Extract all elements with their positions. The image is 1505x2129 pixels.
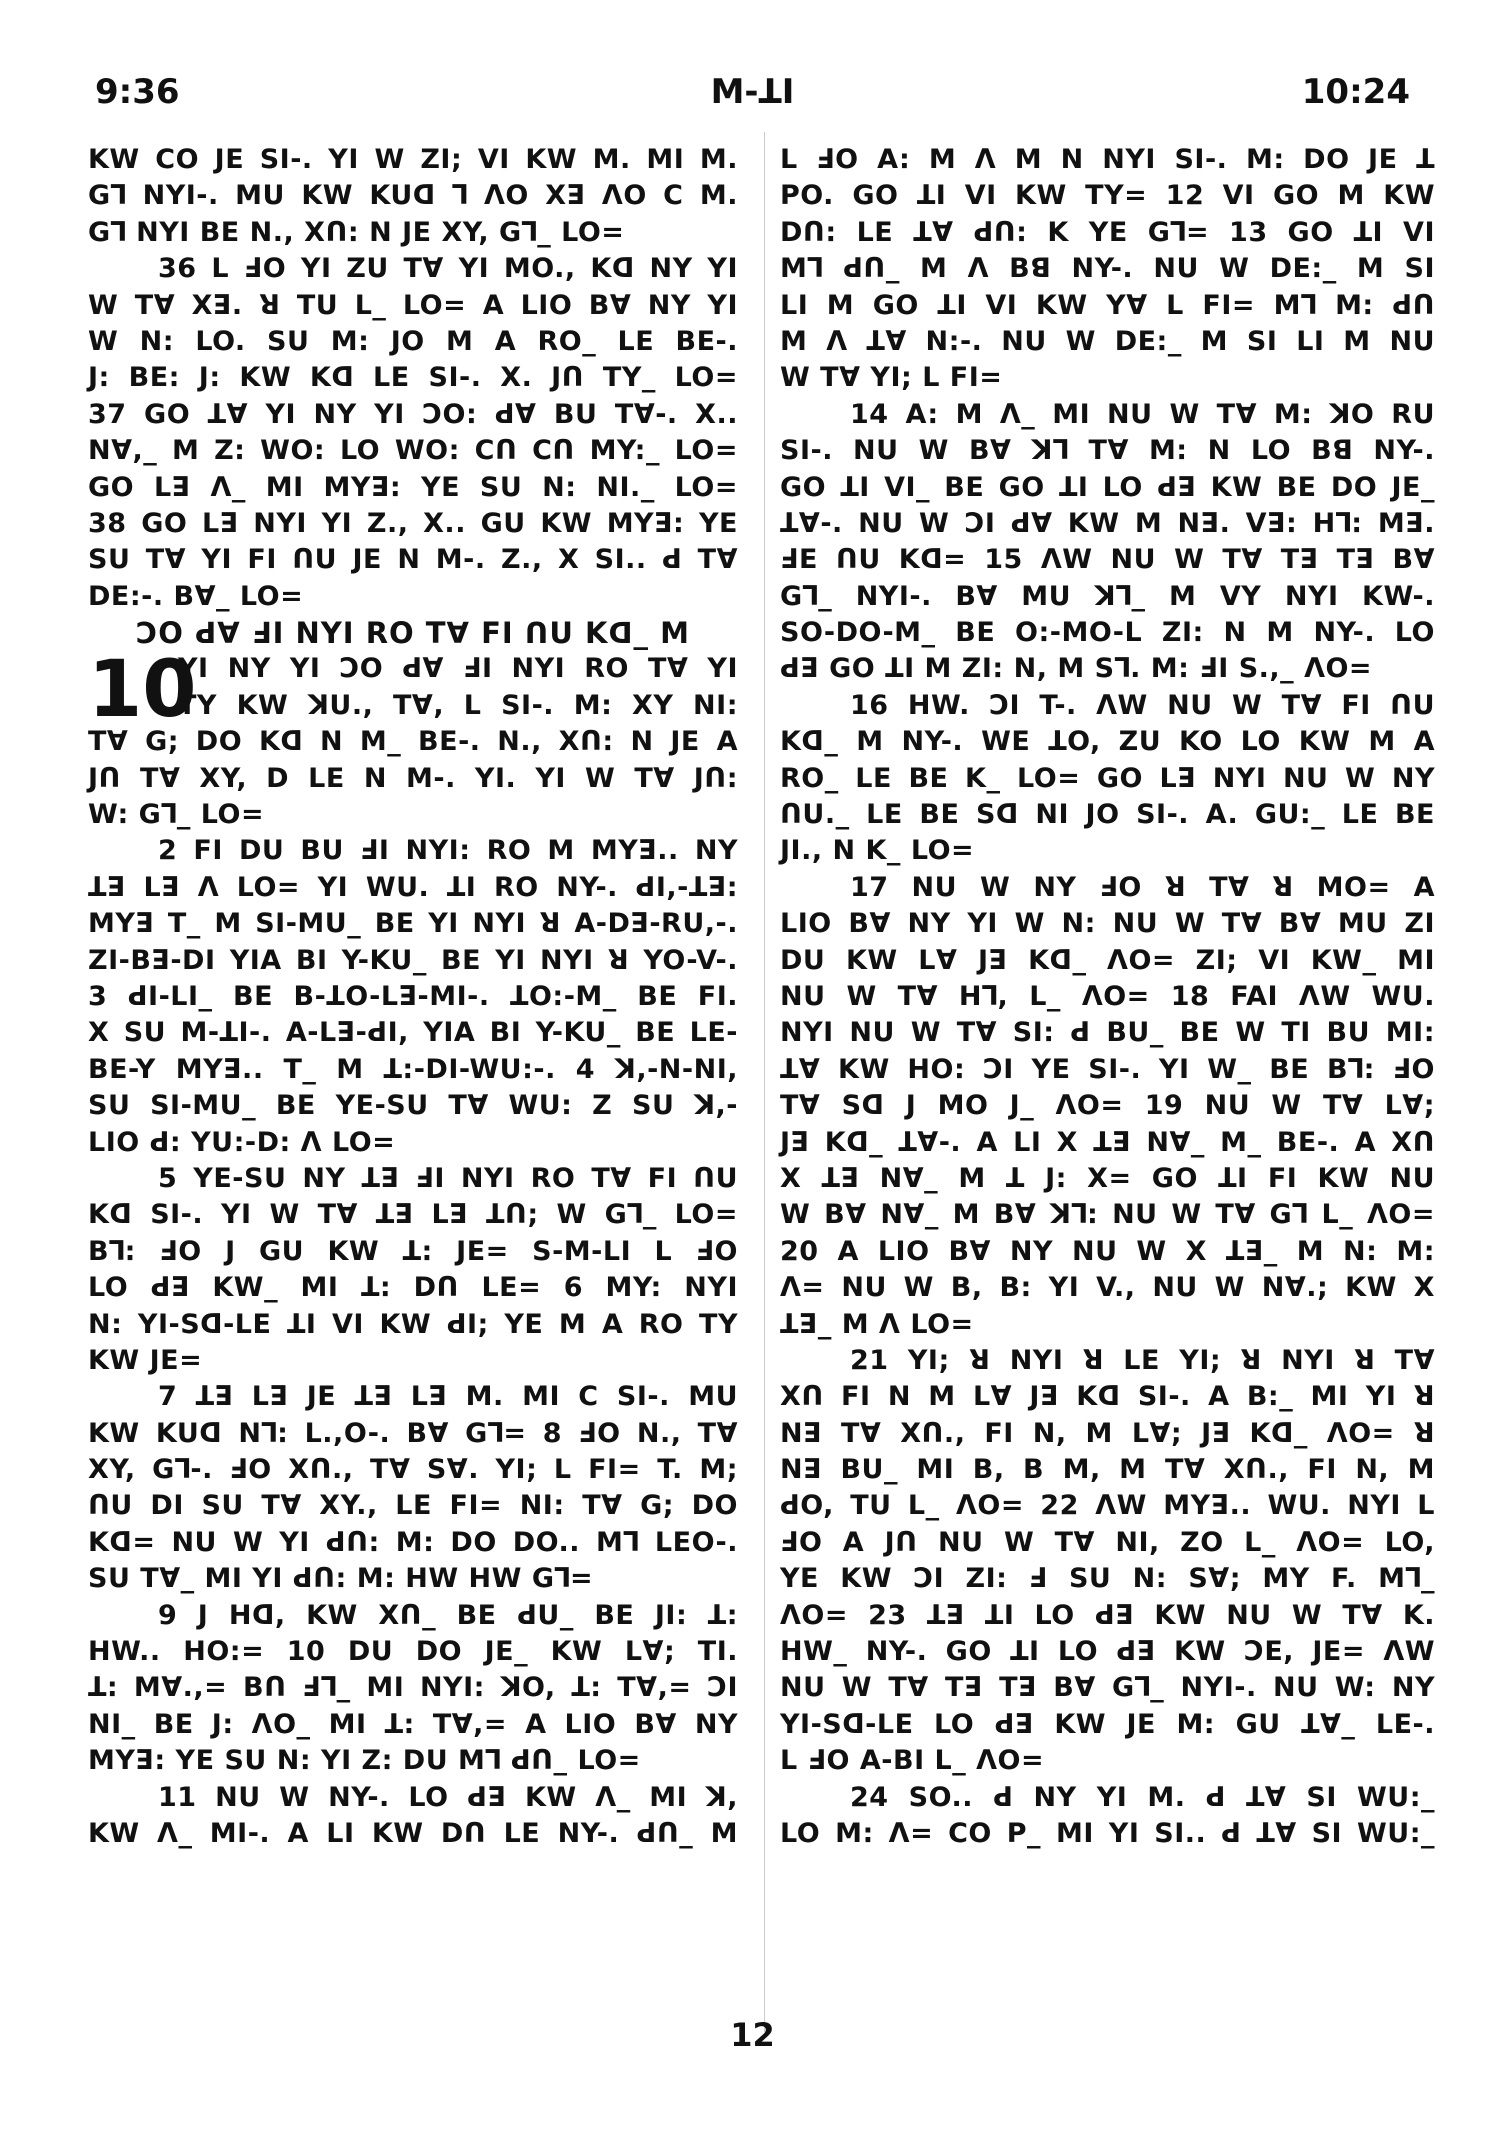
text-line: ꓕꓱ Lꓱ ꓥ LO= YI WU. ꓕI RO NY-. ꓒI,-ꓕꓱ:	[88, 871, 738, 903]
text-line: 11 NU W NY-. LO ꓒꓱ KW ꓥ_ MI ꓘ,	[158, 1781, 738, 1813]
text-line: SI-. NU W Bꓯ ꓘꓶ Tꓯ M: N LO Bꓭ NY-.	[780, 435, 1435, 467]
text-line: X ꓕꓱ Nꓯ_ M ꓕ J: X= GO ꓕI FI KW NU	[780, 1162, 1435, 1194]
text-line: 17 NU W NY ꓞO ꓤ Tꓯ ꓤ MO= A	[850, 871, 1435, 903]
text-line: W Tꓯ YI; L FI=	[780, 362, 1003, 394]
text-line: N: YI-Sꓷ-LE ꓕI VI KW ꓒI; YE M A RO TY	[88, 1308, 738, 1340]
text-line: YE KW ꓛI ZI: ꓞ SU N: Sꓯ; MY F. Mꓶ_	[780, 1563, 1435, 1595]
text-line: GO ꓕI VI_ BE GO ꓕI LO ꓒꓱ KW BE DO JE_	[780, 471, 1435, 503]
chapter-number: 10	[88, 645, 197, 736]
text-line: LIO Bꓯ NY YI W N: NU W Tꓯ Bꓯ MU ZI	[780, 908, 1435, 940]
text-line: M ꓥ ꓕꓯ N:-. NU W DE:_ M SI LI M NU	[780, 325, 1435, 357]
text-line: W Tꓯ Xꓱ. ꓤ TU L_ LO= A LIO Bꓯ NY YI	[88, 289, 738, 321]
text-line: Dꓵ: LE ꓕꓯ ꓒꓵ: K YE Gꓶ= 13 GO ꓕI VI	[780, 216, 1435, 248]
text-line: HW_ NY-. GO ꓕI LO ꓒꓱ KW ꓛE, JE= ꓥW	[780, 1636, 1435, 1668]
text-line: Jꓵ Tꓯ XY, D LE N M-. YI. YI W Tꓯ Jꓵ:	[88, 762, 738, 794]
text-line: LI M GO ꓕI VI KW Yꓯ L FI= Mꓶ M: ꓒꓵ	[780, 289, 1435, 321]
text-line: 36 L ꓞO YI ZU Tꓯ YI MO., Kꓷ NY YI	[158, 253, 738, 285]
text-line: W: Gꓶ_ LO=	[88, 799, 265, 831]
text-line: KW ꓥ_ MI-. A LI KW Dꓵ LE NY-. ꓒꓵ_ M	[88, 1817, 738, 1849]
text-line: L ꓞO A: M ꓥ M N NYI SI-. M: DO JE ꓕ	[780, 144, 1435, 175]
header-book-title: M-ꓕI	[710, 72, 795, 112]
text-line: Xꓵ FI N M Lꓯ Jꓱ Kꓷ SI-. A B:_ MI YI ꓤ	[780, 1381, 1435, 1413]
text-line: Mꓶ ꓒꓵ_ M ꓥ Bꓭ NY-. NU W DE:_ M SI	[780, 253, 1435, 285]
text-line: J: BE: J: KW Kꓷ LE SI-. X. Jꓵ TY_ LO=	[88, 362, 738, 394]
text-line: KW CO JE SI-. YI W ZI; VI KW M. MI M.	[88, 144, 738, 175]
text-line: L ꓞO A-BI L_ ꓥO=	[780, 1745, 1045, 1777]
text-line: Nꓱ Tꓯ Xꓵ., FI N, M Lꓯ; Jꓱ Kꓷ_ ꓥO= ꓤ	[780, 1417, 1435, 1449]
text-line: DU KW Lꓯ Jꓱ Kꓷ_ ꓥO= ZI; VI KW_ MI	[780, 944, 1435, 976]
text-line: NI_ BE J: ꓥO_ MI ꓕ: Tꓯ,= A LIO Bꓯ NY	[88, 1708, 738, 1740]
text-line: SU SI-MU_ BE YE-SU Tꓯ WU: Z SU ꓘ,-	[88, 1090, 738, 1122]
text-line: NYI NU W Tꓯ SI: ꓒ BU_ BE W TI BU MI:	[780, 1017, 1435, 1049]
text-line: 20 A LIO Bꓯ NY NU W X ꓕꓱ_ M N: M:	[780, 1235, 1435, 1267]
text-line: TY KW ꓘU., Tꓯ, L SI-. M: XY NI:	[178, 689, 738, 721]
left-column-top-text	[88, 142, 738, 615]
text-line: Nꓱ BU_ MI B, B M, M Tꓯ Xꓵ., FI N, M	[780, 1454, 1435, 1486]
left-column	[88, 142, 738, 1852]
text-line: LO ꓒꓱ KW_ MI ꓕ: Dꓵ LE= 6 MY: NYI	[88, 1272, 738, 1304]
text-line: XY, Gꓶ-. ꓞO Xꓵ., Tꓯ Sꓯ. YI; L FI= T. M;	[88, 1454, 738, 1486]
text-line: Kꓷ= NU W YI ꓒꓵ: M: DO DO.. Mꓶ LEO-.	[88, 1526, 738, 1558]
text-line: 7 ꓕꓱ Lꓱ JE ꓕꓱ Lꓱ M. MI C SI-. MU	[158, 1381, 738, 1413]
text-line: Kꓷ_ M NY-. WE ꓕO, ZU KO LO KW M A	[780, 726, 1435, 758]
text-line: HW.. HO:= 10 DU DO JE_ KW Lꓯ; TI.	[88, 1636, 738, 1668]
text-line: ꓒꓱ GO ꓕI M ZI: N, M Sꓶ. M: ꓞI S.,_ ꓥO=	[780, 653, 1373, 685]
text-line: ꓞE ꓵU Kꓷ= 15 ꓥW NU W Tꓯ Tꓱ Tꓱ Bꓯ	[780, 544, 1435, 576]
text-line: 16 HW. ꓛI T-. ꓥW NU W Tꓯ FI ꓵU	[850, 689, 1435, 721]
text-line: 21 YI; ꓤ NYI ꓤ LE YI; ꓤ NYI ꓤ Tꓯ	[850, 1344, 1435, 1376]
text-line: ꓵU DI SU Tꓯ XY., LE FI= NI: Tꓯ G; DO	[88, 1490, 738, 1522]
text-line: W Bꓯ Nꓯ_ M Bꓯ ꓘꓶ: NU W Tꓯ Gꓶ L_ ꓥO=	[780, 1199, 1435, 1231]
right-column	[780, 142, 1435, 1852]
text-line: GO Lꓱ ꓥ_ MI MYꓱ: YE SU N: NI._ LO=	[88, 471, 738, 503]
header-left-reference: 9:36	[95, 72, 180, 112]
text-line: 9 J Hꓷ, KW Xꓵ_ BE ꓒU_ BE JI: ꓕ:	[158, 1599, 738, 1631]
text-line: Gꓶ NYI BE N., Xꓵ: N JE XY, Gꓶ_ LO=	[88, 216, 625, 248]
text-line: MYꓱ: YE SU N: YI Z: DU Mꓶ ꓒꓵ_ LO=	[88, 1745, 641, 1777]
text-line: 38 GO Lꓱ NYI YI Z., X.. GU KW MYꓱ: YE	[88, 507, 738, 539]
text-line: Bꓶ: ꓞO J GU KW ꓕ: JE= S-M-LI L ꓞO	[88, 1235, 738, 1267]
text-line: DE:-. Bꓯ_ LO=	[88, 580, 304, 612]
text-line: SU Tꓯ YI FI ꓵU JE N M-. Z., X SI.. ꓒ Tꓯ	[88, 544, 738, 576]
text-line: 3 ꓒI-LI_ BE B-ꓕO-Lꓱ-MI-. ꓕO:-M_ BE FI.	[88, 980, 738, 1012]
page-header	[0, 72, 1505, 122]
header-right-reference: 10:24	[1301, 72, 1410, 112]
text-line: LIO ꓒ: YU:-D: ꓥ LO=	[88, 1126, 396, 1158]
text-line: SO-DO-M_ BE O:-MO-L ZI: N M NY-. LO	[780, 617, 1435, 649]
text-line: 5 YE-SU NY ꓕꓱ ꓞI NYI RO Tꓯ FI ꓵU	[158, 1162, 738, 1194]
text-line: Tꓯ Sꓷ J MO J_ ꓥO= 19 NU W Tꓯ Lꓯ;	[780, 1090, 1435, 1122]
text-line: W N: LO. SU M: JO M A RO_ LE BE-.	[88, 325, 738, 357]
text-line: Gꓶ_ NYI-. Bꓯ MU ꓘꓶ_ M VY NYI KW-.	[780, 580, 1435, 612]
text-line: Tꓯ G; DO Kꓷ N M_ BE-. N., Xꓵ: N JE A	[88, 726, 738, 758]
text-line: NU W Tꓯ Hꓶ, L_ ꓥO= 18 FAI ꓥW WU.	[780, 980, 1435, 1012]
text-line: ꓕ: Mꓯ.,= Bꓵ ꓞꓶ_ MI NYI: ꓘO, ꓕ: Tꓯ,= ꓛI	[88, 1672, 738, 1704]
text-line: KW JE=	[88, 1344, 203, 1376]
text-line: JI., N K_ LO=	[780, 835, 975, 867]
text-line: ꓒO, TU L_ ꓥO= 22 ꓥW MYꓱ.. WU. NYI L	[780, 1490, 1435, 1522]
text-line: ꓥO= 23 ꓕꓱ ꓕI LO ꓒꓱ KW NU W Tꓯ K.	[780, 1599, 1435, 1631]
text-line: 37 GO ꓕꓯ YI NY YI ꓛO: ꓒꓯ BU Tꓯ-. X..	[88, 398, 738, 430]
text-line: ꓕꓯ KW HO: ꓛI YE SI-. YI W_ BE Bꓶ: ꓞO	[780, 1053, 1435, 1085]
text-line: Nꓯ,_ M Z: WO: LO WO: Cꓵ Cꓵ MY:_ LO=	[88, 435, 738, 467]
chapter-start	[88, 645, 738, 736]
text-line: YI NY YI ꓛO ꓒꓯ ꓞI NYI RO Tꓯ YI	[178, 653, 738, 685]
text-line: 2 FI DU BU ꓞI NYI: RO M MYꓱ.. NY	[158, 835, 738, 867]
text-line: SU Tꓯ_ MI YI ꓒꓵ: M: HW HW Gꓶ=	[88, 1563, 594, 1595]
text-line: MYꓱ T_ M SI-MU_ BE YI NYI ꓤ A-Dꓱ-RU,-.	[88, 908, 738, 940]
left-column-bottom-text	[88, 724, 738, 1852]
text-line: YI-Sꓷ-LE LO ꓒꓱ KW JE M: GU ꓕꓯ_ LE-.	[780, 1708, 1435, 1740]
column-divider	[764, 132, 765, 2032]
text-line: ꓵU._ LE BE Sꓷ NI JO SI-. A. GU:_ LE BE	[780, 799, 1435, 831]
right-column-text	[780, 142, 1435, 1852]
text-line: ꓕꓱ_ M ꓥ LO=	[780, 1308, 974, 1340]
text-line: X SU M-ꓕI-. A-Lꓱ-ꓒI, YIA BI Y-KU_ BE LE-	[88, 1017, 738, 1049]
text-line: Kꓷ SI-. YI W Tꓯ ꓕꓱ Lꓱ ꓕꓵ; W Gꓶ_ LO=	[88, 1199, 738, 1231]
text-line: ꓞO A Jꓵ NU W Tꓯ NI, ZO L_ ꓥO= LO,	[780, 1526, 1435, 1558]
text-line: ꓥ= NU W B, B: YI V., NU W Nꓯ.; KW X	[780, 1272, 1435, 1304]
text-line: ꓕꓯ-. NU W ꓛI ꓒꓯ KW M Nꓱ. Vꓱ: Hꓶ: Mꓱ.	[780, 507, 1435, 539]
text-line: Gꓶ NYI-. MU KW KUꓷ ꓶ ꓥO Xꓱ ꓥO C M.	[88, 180, 738, 212]
text-line: LO M: ꓥ= CO P_ MI YI SI.. ꓒ ꓕꓯ SI WU:_	[780, 1817, 1435, 1849]
page-number: 12	[730, 2016, 775, 2054]
text-line: NU W Tꓯ Tꓱ Tꓱ Bꓯ Gꓶ_ NYI-. NU W: NY	[780, 1672, 1435, 1704]
text-line: ZI-Bꓱ-DI YIA BI Y-KU_ BE YI NYI ꓤ YO-V-.	[88, 944, 738, 976]
text-line: 14 A: M ꓥ_ MI NU W Tꓯ M: ꓘO RU	[850, 398, 1435, 430]
text-line: KW KUꓷ Nꓶ: L.,O-. Bꓯ Gꓶ= 8 ꓞO N., Tꓯ	[88, 1417, 738, 1449]
text-line: 24 SO.. ꓒ NY YI M. ꓒ ꓕꓯ SI WU:_	[850, 1781, 1435, 1813]
text-line: RO_ LE BE K_ LO= GO Lꓱ NYI NU W NY	[780, 762, 1435, 794]
text-line: PO. GO ꓕI VI KW TY= 12 VI GO M KW	[780, 180, 1435, 212]
chapter-heading: ꓛO ꓒꓯ ꓞI NYI RO Tꓯ FI ꓵU Kꓷ_ M	[136, 616, 690, 651]
text-line: Jꓱ Kꓷ_ ꓕꓯ-. A LI X ꓕꓱ Nꓯ_ M_ BE-. A Xꓵ	[780, 1126, 1435, 1158]
text-line: BE-Y MYꓱ.. T_ M ꓕ:-DI-WU:-. 4 ꓘ,-N-NI,	[88, 1053, 738, 1085]
